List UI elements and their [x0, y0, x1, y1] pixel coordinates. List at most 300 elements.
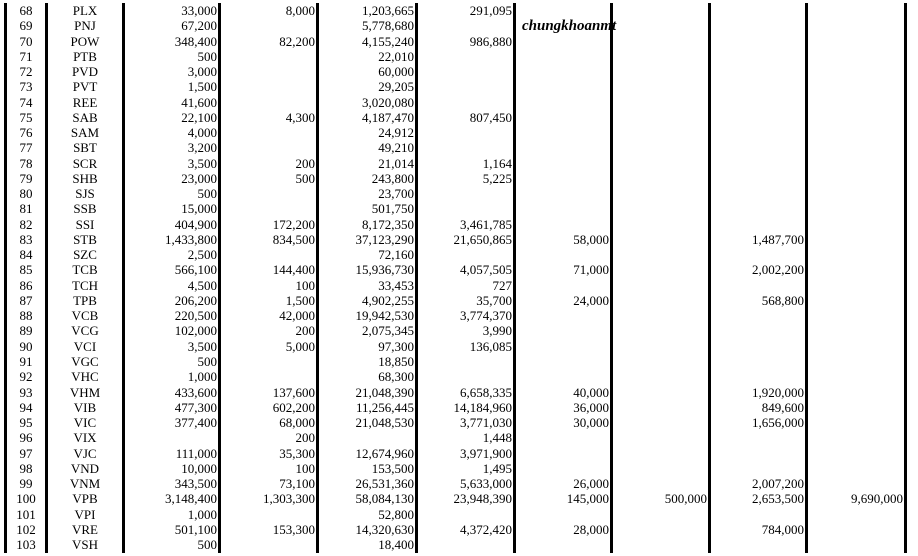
table-row — [4, 18, 906, 33]
col-9-value — [711, 18, 804, 33]
col-3-value: 500 — [197, 353, 217, 369]
col-9-value — [711, 461, 804, 476]
col-6-value: 5,633,000 — [460, 476, 512, 492]
col-10-value — [808, 171, 903, 186]
col-5-value: 15,936,730 — [355, 262, 414, 278]
ticker: VND — [70, 460, 100, 476]
row-index: 73 — [19, 79, 33, 95]
col-9-value — [711, 446, 804, 461]
col-6-value — [418, 369, 512, 384]
col-4-value: 100 — [295, 460, 315, 476]
col-3-value: 4,000 — [187, 125, 217, 141]
col-3-value: 206,200 — [174, 292, 217, 308]
table-row — [4, 430, 906, 445]
col-8-value — [613, 323, 707, 338]
row-index: 93 — [19, 384, 33, 400]
ticker: TPB — [73, 292, 97, 308]
col-3-value: 1,000 — [187, 369, 217, 385]
col-3-value: 3,200 — [187, 140, 217, 156]
row-index: 102 — [16, 521, 36, 537]
ticker: VSH — [71, 537, 98, 553]
table-row — [4, 461, 906, 476]
table-row — [4, 354, 906, 369]
col-6-value: 1,495 — [482, 460, 512, 476]
row-index: 101 — [16, 506, 36, 522]
col-8-value — [613, 156, 707, 171]
ticker: VRE — [72, 521, 98, 537]
col-6-value — [418, 247, 512, 262]
col-7-value — [516, 125, 609, 140]
col-8-value — [613, 308, 707, 323]
col-5-value: 14,320,630 — [355, 521, 414, 537]
ticker: SAB — [72, 109, 98, 125]
col-8-value — [613, 537, 707, 552]
ticker: SAM — [70, 125, 100, 141]
col-4-value — [221, 354, 315, 369]
col-8-value — [613, 79, 707, 94]
col-5-value: 58,084,130 — [355, 491, 414, 507]
col-7-value — [516, 3, 609, 18]
col-8-value — [613, 446, 707, 461]
row-index: 82 — [19, 216, 33, 232]
row-index: 87 — [19, 292, 33, 308]
col-7-value — [516, 247, 609, 262]
col-3-value: 15,000 — [181, 201, 217, 217]
col-7-value — [516, 308, 609, 323]
col-7-value: 36,000 — [573, 399, 609, 415]
col-5-value: 37,123,290 — [355, 231, 414, 247]
col-10-value — [808, 49, 903, 64]
ticker: POW — [70, 33, 100, 49]
col-4-value — [221, 49, 315, 64]
ticker: TCH — [72, 277, 98, 293]
col-9-value: 1,656,000 — [752, 415, 804, 431]
table-row — [4, 49, 906, 64]
ticker: VCB — [71, 308, 99, 324]
col-9-value — [711, 308, 804, 323]
table-row — [4, 293, 906, 308]
col-9-value: 2,653,500 — [752, 491, 804, 507]
row-index: 79 — [19, 170, 33, 186]
col-6-value — [418, 354, 512, 369]
col-8-value — [613, 217, 707, 232]
col-10-value — [808, 140, 903, 155]
col-10-value — [808, 430, 903, 445]
col-3-value: 477,300 — [174, 399, 217, 415]
col-6-value: 6,658,335 — [460, 384, 512, 400]
ticker: PVD — [71, 64, 98, 80]
table-row — [4, 522, 906, 537]
row-index: 78 — [19, 155, 33, 171]
table-row — [4, 247, 906, 262]
col-5-value: 12,674,960 — [355, 445, 414, 461]
table-row — [4, 476, 906, 491]
col-8-value — [613, 110, 707, 125]
col-4-value: 5,000 — [285, 338, 315, 354]
col-3-value: 566,100 — [174, 262, 217, 278]
ticker: REE — [72, 94, 98, 110]
col-3-value: 102,000 — [174, 323, 217, 339]
col-6-value: 4,057,505 — [460, 262, 512, 278]
table-row — [4, 507, 906, 522]
col-4-value: 602,200 — [272, 399, 315, 415]
row-index: 98 — [19, 460, 33, 476]
row-index: 91 — [19, 353, 33, 369]
col-7-value — [516, 64, 609, 79]
table-row — [4, 34, 906, 49]
col-10-value — [808, 308, 903, 323]
col-8-value — [613, 354, 707, 369]
row-index: 80 — [19, 186, 33, 202]
table-row — [4, 64, 906, 79]
ticker: VPB — [72, 491, 98, 507]
table-row — [4, 278, 906, 293]
table-row — [4, 385, 906, 400]
col-10-value — [808, 18, 903, 33]
ticker: PTB — [73, 48, 97, 64]
col-5-value: 22,010 — [378, 48, 414, 64]
col-7-value: 28,000 — [573, 521, 609, 537]
ticker: TCB — [72, 262, 98, 278]
col-9-value — [711, 34, 804, 49]
col-10-value — [808, 110, 903, 125]
table-row — [4, 415, 906, 430]
col-5-value — [319, 430, 414, 445]
ticker: PNJ — [74, 18, 96, 34]
col-3-value: 220,500 — [174, 308, 217, 324]
col-5-value: 26,531,360 — [355, 476, 414, 492]
col-7-value — [516, 507, 609, 522]
col-7-value: 40,000 — [573, 384, 609, 400]
col-9-value: 2,007,200 — [752, 476, 804, 492]
col-4-value: 500 — [295, 170, 315, 186]
col-3-value: 3,500 — [187, 155, 217, 171]
col-5-value: 4,187,470 — [362, 109, 414, 125]
row-index: 94 — [19, 399, 33, 415]
row-index: 95 — [19, 415, 33, 431]
col-10-value — [808, 461, 903, 476]
table-row — [4, 79, 906, 94]
col-3-value: 1,000 — [187, 506, 217, 522]
col-10-value — [808, 186, 903, 201]
col-5-value: 4,902,255 — [362, 292, 414, 308]
col-7-value — [516, 217, 609, 232]
col-4-value: 153,300 — [272, 521, 315, 537]
row-index: 77 — [19, 140, 33, 156]
table-row — [4, 217, 906, 232]
col-10-value — [808, 247, 903, 262]
col-3-value: 111,000 — [175, 445, 217, 461]
col-4-value — [221, 18, 315, 33]
col-3-value — [125, 430, 217, 445]
col-5-value: 11,256,445 — [355, 399, 414, 415]
col-4-value: 137,600 — [272, 384, 315, 400]
col-10-value — [808, 95, 903, 110]
col-5-value: 33,453 — [378, 277, 414, 293]
col-5-value: 60,000 — [378, 64, 414, 80]
col-7-value — [516, 79, 609, 94]
col-6-value — [418, 507, 512, 522]
col-4-value: 35,300 — [279, 445, 315, 461]
col-4-value: 73,100 — [279, 476, 315, 492]
col-10-value — [808, 339, 903, 354]
row-index: 89 — [19, 323, 33, 339]
col-4-value: 200 — [295, 430, 315, 446]
ticker: SSB — [73, 201, 97, 217]
col-6-value: 3,971,900 — [460, 445, 512, 461]
col-5-value: 97,300 — [378, 338, 414, 354]
row-index: 68 — [19, 3, 33, 18]
col-8-value — [613, 369, 707, 384]
col-3-value: 33,000 — [181, 3, 217, 18]
col-6-value: 3,990 — [482, 323, 512, 339]
col-7-value — [516, 34, 609, 49]
ticker: VHC — [71, 369, 99, 385]
col-10-value — [808, 415, 903, 430]
col-3-value: 3,500 — [187, 338, 217, 354]
row-index: 83 — [19, 231, 33, 247]
ticker: VGC — [71, 353, 99, 369]
col-7-value — [516, 461, 609, 476]
col-3-value: 23,000 — [181, 170, 217, 186]
stock-table — [4, 3, 906, 553]
col-4-value — [221, 537, 315, 552]
col-8-value — [613, 400, 707, 415]
col-8-value — [613, 171, 707, 186]
col-4-value: 834,500 — [272, 231, 315, 247]
col-10-value — [808, 262, 903, 277]
table-row — [4, 446, 906, 461]
col-10-value — [808, 217, 903, 232]
col-6-value — [418, 125, 512, 140]
col-3-value: 2,500 — [187, 247, 217, 263]
col-6-value — [418, 537, 512, 552]
col-4-value: 144,400 — [272, 262, 315, 278]
col-3-value: 500 — [197, 48, 217, 64]
col-4-value — [221, 201, 315, 216]
table-row — [4, 201, 906, 216]
table-row — [4, 369, 906, 384]
table-row — [4, 125, 906, 140]
col-6-value: 4,372,420 — [460, 521, 512, 537]
col-8-value — [613, 262, 707, 277]
col-7-value — [516, 171, 609, 186]
table-row — [4, 95, 906, 110]
col-6-value: 1,448 — [482, 430, 512, 446]
table-row — [4, 262, 906, 277]
col-6-value: 727 — [492, 277, 512, 293]
row-index: 90 — [19, 338, 33, 354]
col-6-value: 136,085 — [469, 338, 512, 354]
col-9-value: 784,000 — [761, 521, 804, 537]
col-3-value: 433,600 — [174, 384, 217, 400]
col-8-value — [613, 339, 707, 354]
table-row — [4, 140, 906, 155]
table-row — [4, 339, 906, 354]
col-3-value: 501,100 — [174, 521, 217, 537]
col-10-value — [808, 79, 903, 94]
col-10-value — [808, 278, 903, 293]
row-index: 75 — [19, 109, 33, 125]
ticker: VJC — [73, 445, 97, 461]
row-index: 70 — [19, 33, 33, 49]
col-3-value: 1,500 — [187, 79, 217, 95]
col-8-value — [613, 232, 707, 247]
ticker: SHB — [72, 170, 98, 186]
col-8-value — [613, 461, 707, 476]
col-4-value — [221, 507, 315, 522]
col-9-value — [711, 369, 804, 384]
col-3-value: 67,200 — [181, 18, 217, 34]
col-9-value — [711, 354, 804, 369]
col-7-value — [516, 201, 609, 216]
row-index: 84 — [19, 247, 33, 263]
col-3-value: 3,000 — [187, 64, 217, 80]
col-7-value — [516, 323, 609, 338]
col-10-value — [808, 34, 903, 49]
col-7-value: 24,000 — [573, 292, 609, 308]
col-5-value: 18,850 — [378, 353, 414, 369]
col-7-value — [516, 186, 609, 201]
col-9-value — [711, 95, 804, 110]
col-4-value: 100 — [295, 277, 315, 293]
col-4-value — [221, 79, 315, 94]
col-4-value: 200 — [295, 155, 315, 171]
col-7-value — [516, 339, 609, 354]
col-10-value — [808, 293, 903, 308]
col-9-value: 2,002,200 — [752, 262, 804, 278]
ticker: SZC — [73, 247, 97, 263]
col-6-value: 3,461,785 — [460, 216, 512, 232]
col-4-value: 82,200 — [279, 33, 315, 49]
row-index: 100 — [16, 491, 36, 507]
table-row — [4, 110, 906, 125]
col-5-value: 29,205 — [378, 79, 414, 95]
table-row — [4, 308, 906, 323]
col-4-value — [221, 186, 315, 201]
col-10-value — [808, 64, 903, 79]
col-3-value: 377,400 — [174, 415, 217, 431]
col-5-value: 23,700 — [378, 186, 414, 202]
ticker: VHM — [69, 384, 101, 400]
ticker: STB — [73, 231, 97, 247]
col-8-value — [613, 3, 707, 18]
col-6-value — [418, 140, 512, 155]
col-7-value — [516, 140, 609, 155]
col-10-value — [808, 476, 903, 491]
col-10-value — [808, 385, 903, 400]
col-9-value — [711, 217, 804, 232]
col-7-value — [516, 430, 609, 445]
table-row — [4, 400, 906, 415]
col-5-value: 68,300 — [378, 369, 414, 385]
col-6-value: 807,450 — [469, 109, 512, 125]
col-4-value — [221, 95, 315, 110]
col-8-value — [613, 95, 707, 110]
col-10-value — [808, 522, 903, 537]
col-10-value — [808, 323, 903, 338]
col-9-value: 568,800 — [761, 292, 804, 308]
col-10-value — [808, 507, 903, 522]
col-5-value: 24,912 — [378, 125, 414, 141]
col-10-value — [808, 537, 903, 552]
col-6-value — [418, 95, 512, 110]
col-3-value: 404,900 — [174, 216, 217, 232]
col-10-value — [808, 446, 903, 461]
col-10-value: 9,690,000 — [851, 491, 903, 507]
col-5-value: 8,172,350 — [362, 216, 414, 232]
col-8-value — [613, 385, 707, 400]
col-10-value — [808, 201, 903, 216]
row-index: 99 — [19, 476, 33, 492]
ticker: VIB — [73, 399, 97, 415]
col-5-value: 49,210 — [378, 140, 414, 156]
col-5-value: 21,048,390 — [355, 384, 414, 400]
col-6-value: 23,948,390 — [453, 491, 512, 507]
ticker: VCG — [71, 323, 99, 339]
col-6-value — [418, 79, 512, 94]
col-7-value — [516, 369, 609, 384]
col-5-value: 153,500 — [371, 460, 414, 476]
col-8-value — [613, 125, 707, 140]
col-5-value: 52,800 — [378, 506, 414, 522]
col-3-value: 10,000 — [181, 460, 217, 476]
col-10-value — [808, 400, 903, 415]
col-5-value: 2,075,345 — [362, 323, 414, 339]
col-8-value — [613, 140, 707, 155]
col-4-value: 42,000 — [279, 308, 315, 324]
col-4-value: 1,500 — [285, 292, 315, 308]
col-8-value — [613, 430, 707, 445]
table-row — [4, 537, 906, 552]
col-6-value: 35,700 — [476, 292, 512, 308]
col-5-value: 4,155,240 — [362, 33, 414, 49]
col-9-value: 849,600 — [761, 399, 804, 415]
col-9-value — [711, 156, 804, 171]
col-9-value — [711, 537, 804, 552]
row-index: 76 — [19, 125, 33, 141]
col-4-value: 1,303,300 — [263, 491, 315, 507]
col-9-value — [711, 140, 804, 155]
table-row — [4, 491, 906, 506]
table-row — [4, 186, 906, 201]
col-10-value — [808, 156, 903, 171]
ticker: VCI — [73, 338, 97, 354]
col-8-value — [613, 247, 707, 262]
col-6-value — [418, 49, 512, 64]
col-8-value — [613, 507, 707, 522]
col-6-value: 5,225 — [482, 170, 512, 186]
col-7-value: 71,000 — [573, 262, 609, 278]
col-9-value — [711, 3, 804, 18]
col-8-value — [613, 201, 707, 216]
col-5-value: 21,048,530 — [355, 415, 414, 431]
col-7-value: 58,000 — [573, 231, 609, 247]
col-7-value: 26,000 — [573, 476, 609, 492]
col-4-value: 172,200 — [272, 216, 315, 232]
col-7-value — [516, 537, 609, 552]
col-6-value — [418, 186, 512, 201]
col-8-value — [613, 278, 707, 293]
col-9-value — [711, 339, 804, 354]
row-index: 69 — [19, 18, 33, 34]
col-8-value — [613, 34, 707, 49]
col-7-value — [516, 278, 609, 293]
col-7-value — [516, 354, 609, 369]
ticker: SCR — [72, 155, 98, 171]
col-10-value — [808, 3, 903, 18]
col-9-value — [711, 49, 804, 64]
